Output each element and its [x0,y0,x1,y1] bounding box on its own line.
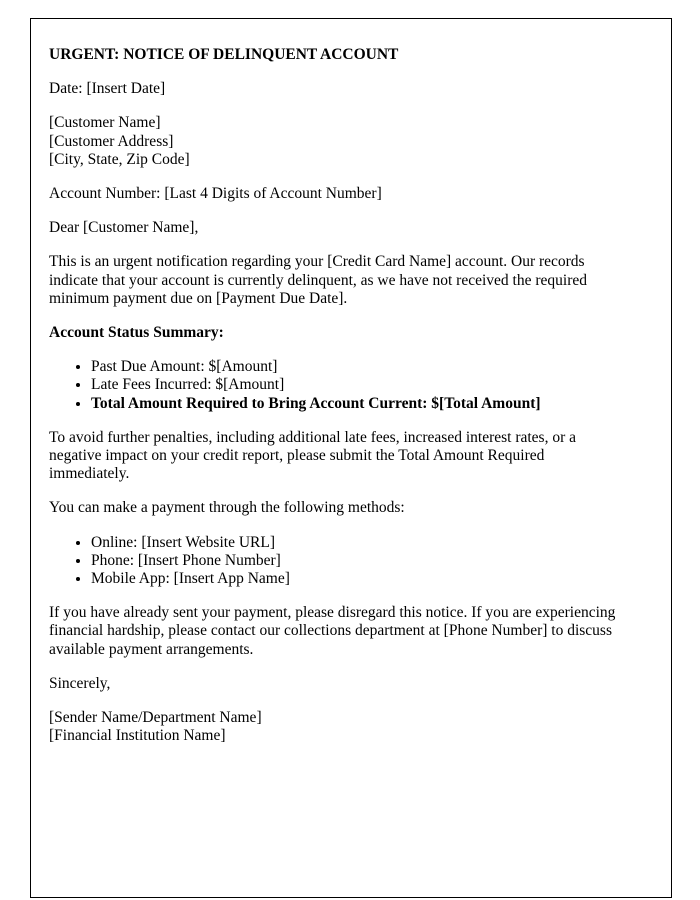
summary-item-past-due: • Past Due Amount: $[Amount] [91,358,619,376]
recipient-address-line: [Customer Address] [49,132,174,150]
disregard-paragraph: If you have already sent your payment, please disregard this notice. If you are experiencing financial hardship, please contact our collections department at [Phone Number] to discuss available payment arrangements. [49,604,616,658]
date-line: Date: [Insert Date] [49,80,166,98]
payment-methods-intro: You can make a payment through the following methods: [49,499,405,517]
penalties-paragraph: To avoid further penalties, including additional late fees, increased interest rates, or a negative impact on your credit report, please submit the Total Amount Required immediately. [49,428,577,483]
closing-line: Sincerely, [49,674,111,692]
recipient-name-line: [Customer Name] [49,114,161,132]
payment-method-phone: • Phone: [Insert Phone Number] [91,552,619,570]
account-status-summary-heading: Account Status Summary: [49,324,224,342]
salutation: Dear [Customer Name], [49,219,199,237]
payment-methods-list [49,534,619,589]
recipient-city-line: [City, State, Zip Code] [49,150,190,168]
signature-block [49,709,619,745]
account-number-line: Account Number: [Last 4 Digits of Account Number] [49,185,382,203]
summary-item-total-required: • Total Amount Required to Bring Account Current: $[Total Amount] [91,395,619,413]
letter-title: URGENT: NOTICE OF DELINQUENT ACCOUNT [49,46,399,63]
letter-page [30,18,672,898]
account-status-summary-list [49,358,619,413]
signature-sender-line: [Sender Name/Department Name] [49,709,262,727]
payment-method-mobile-app: • Mobile App: [Insert App Name] [91,570,619,588]
signature-institution-line: [Financial Institution Name] [49,727,226,745]
summary-item-late-fees: • Late Fees Incurred: $[Amount] [91,376,619,394]
payment-method-online: • Online: [Insert Website URL] [91,534,619,552]
recipient-address-block [49,114,619,169]
intro-paragraph: This is an urgent notification regarding your [Credit Card Name] account. Our records indicate that your account is currently delinquent, as we have not received the required minimum payment due on [Payment Due Date]. [49,253,587,307]
